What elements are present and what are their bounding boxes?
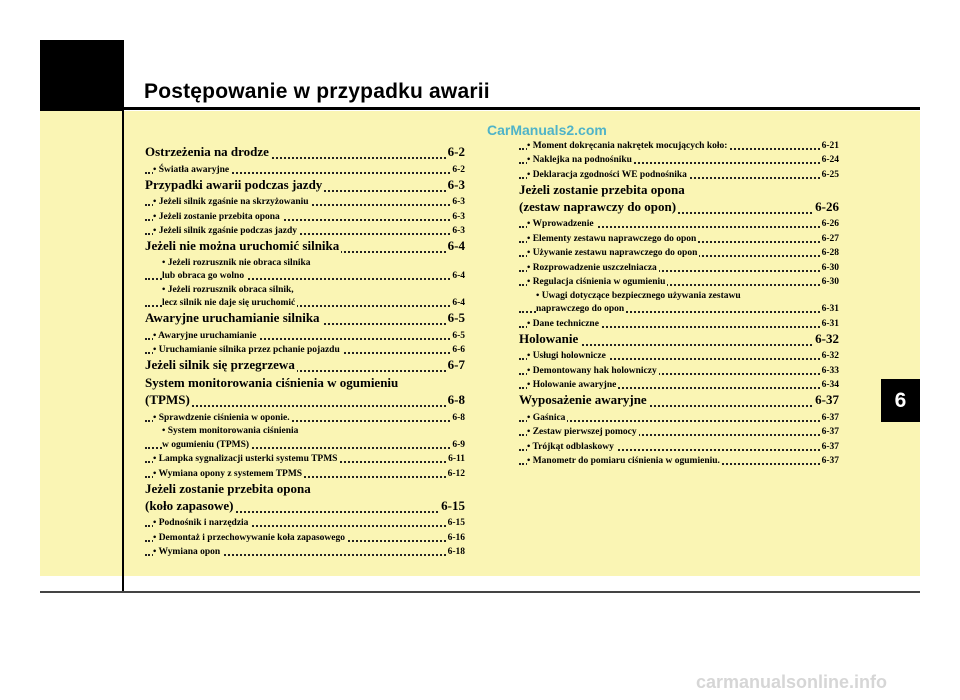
toc-page-number: 6-30 xyxy=(821,277,839,287)
toc-page-number: 6-28 xyxy=(821,248,839,258)
toc-entry[interactable] xyxy=(519,245,839,260)
toc-page-number: 6-6 xyxy=(452,345,465,355)
watermark: CarManuals2.com xyxy=(487,122,607,138)
toc-section xyxy=(145,374,465,391)
toc-page-number: 6-9 xyxy=(452,439,465,450)
toc-entry[interactable] xyxy=(145,515,465,530)
toc-section[interactable] xyxy=(145,143,465,161)
toc-page-number: 6-32 xyxy=(815,330,839,346)
toc-entry-title: • Lampka sygnalizacji usterki systemu TPMS xyxy=(153,454,338,464)
toc-page-number: 6-4 xyxy=(452,298,465,308)
toc-entry-title: • Zestaw pierwszej pomocy xyxy=(527,427,637,437)
toc-entry[interactable] xyxy=(519,424,839,439)
toc-page-number: 6-37 xyxy=(815,392,839,407)
toc-entry-title: • Moment dokręcania nakrętek mocujących koło: xyxy=(527,140,728,151)
toc-entry-title: Ostrzeżenia na drodze xyxy=(145,144,269,159)
chapter-tab[interactable]: 6 xyxy=(881,379,920,422)
toc-page-number: 6-8 xyxy=(447,392,465,407)
toc-entry[interactable] xyxy=(519,259,839,274)
toc-entry-title: • Rozprowadzenie uszczelniacza xyxy=(527,262,657,273)
toc-entry-title: • Holowanie awaryjne xyxy=(527,380,617,390)
toc-entry-title: • Regulacja ciśnienia w ogumieniu xyxy=(527,277,666,287)
toc-entry[interactable] xyxy=(519,230,839,245)
toc-entry[interactable] xyxy=(145,223,465,238)
toc-entry[interactable] xyxy=(145,342,465,357)
toc-entry-title: lub obraca go wolno xyxy=(162,271,245,281)
header-rule xyxy=(40,107,920,110)
toc-page-number: 6-3 xyxy=(447,176,465,192)
toc-right-column xyxy=(519,137,839,467)
toc-entry[interactable] xyxy=(519,137,839,152)
toc-entry-title: • Jeżeli zostanie przebita opona xyxy=(153,211,280,222)
toc-page-number: 6-2 xyxy=(452,164,465,175)
toc-entry[interactable] xyxy=(145,161,465,176)
footer-rule xyxy=(40,591,920,593)
toc-section[interactable] xyxy=(519,198,839,216)
toc-entry-title: • Podnośnik i narzędzia xyxy=(153,518,249,528)
toc-page-number: 6-5 xyxy=(447,310,465,325)
toc-entry-title: • Dane techniczne xyxy=(527,318,599,329)
toc-entry-title: naprawczego do opon xyxy=(536,304,625,314)
toc-section[interactable] xyxy=(145,356,465,374)
toc-entry-title: Jeżeli nie można uruchomić silnika xyxy=(145,238,340,253)
toc-page-number: 6-31 xyxy=(821,318,839,329)
toc-page-number: 6-16 xyxy=(447,532,465,543)
toc-entry[interactable] xyxy=(519,152,839,167)
toc-section xyxy=(519,181,839,198)
toc-entry-title: Jeżeli zostanie przebita opona xyxy=(519,181,685,197)
toc-entry-title: w ogumieniu (TPMS) xyxy=(162,439,250,450)
toc-page-number: 6-3 xyxy=(452,226,465,236)
toc-entry[interactable] xyxy=(519,274,839,289)
toc-page-number: 6-30 xyxy=(821,262,839,273)
toc-page-number: 6-7 xyxy=(447,357,465,372)
toc-entry-title: Holowanie xyxy=(519,330,579,346)
toc-entry-title: System monitorowania ciśnienia w ogumieniu xyxy=(145,375,399,390)
toc-entry-title: • Światła awaryjne xyxy=(153,164,230,175)
toc-entry-title: lecz silnik nie daje się uruchomić xyxy=(162,298,296,308)
toc-entry[interactable] xyxy=(519,315,839,330)
toc-page-number: 6-37 xyxy=(821,412,839,423)
toc-entry-title: Awaryjne uruchamianie silnika xyxy=(145,310,320,325)
toc-section[interactable] xyxy=(519,330,839,348)
toc-page-number: 6-25 xyxy=(821,169,839,180)
toc-page-number: 6-5 xyxy=(452,330,465,341)
toc-entry-title: • Wymiana opon xyxy=(153,547,221,557)
toc-page-number: 6-32 xyxy=(821,351,839,361)
toc-entry[interactable] xyxy=(145,409,465,424)
toc-page-number: 6-12 xyxy=(447,468,465,479)
toc-entry[interactable] xyxy=(519,362,839,377)
toc-section[interactable] xyxy=(145,497,465,515)
toc-entry-title: • Uwagi dotyczące bezpiecznego używania zestawu xyxy=(536,290,741,301)
toc-page-number: 6-3 xyxy=(452,211,465,222)
toc-entry[interactable] xyxy=(519,301,839,316)
toc-page-number: 6-4 xyxy=(452,271,465,281)
toc-entry-title: • Sprawdzenie ciśnienia w oponie. xyxy=(153,412,290,423)
toc-entry-title: • Uruchamianie silnika przez pchanie pojazdu xyxy=(153,345,340,355)
toc-entry-title: • Awaryjne uruchamianie xyxy=(153,330,257,341)
toc-entry xyxy=(519,288,839,301)
toc-entry-title: (TPMS) xyxy=(145,392,190,407)
toc-left-column xyxy=(145,143,465,558)
toc-page-number: 6-31 xyxy=(821,304,839,314)
toc-entry-title: • Wprowadzenie xyxy=(527,219,594,229)
page-title: Postępowanie w przypadku awarii xyxy=(144,80,490,103)
toc-entry[interactable] xyxy=(145,295,465,310)
toc-entry-title: • Wymiana opony z systemem TPMS xyxy=(153,468,303,479)
toc-entry[interactable] xyxy=(145,529,465,544)
toc-entry[interactable] xyxy=(145,544,465,559)
toc-page-number: 6-26 xyxy=(815,198,839,214)
toc-entry xyxy=(145,282,465,295)
dot-leader xyxy=(145,405,465,407)
toc-entry-title: • Gaśnica xyxy=(527,412,566,423)
toc-section[interactable] xyxy=(145,237,465,255)
toc-page-number: 6-2 xyxy=(447,144,465,159)
toc-entry-title: Jeżeli zostanie przebita opona xyxy=(145,480,311,496)
toc-page-number: 6-8 xyxy=(452,412,465,423)
toc-entry[interactable] xyxy=(519,166,839,181)
toc-page-number: 6-24 xyxy=(821,155,839,165)
toc-entry[interactable] xyxy=(519,409,839,424)
toc-entry-title: Przypadki awarii podczas jazdy xyxy=(145,176,323,192)
toc-entry xyxy=(145,424,465,437)
toc-entry-title: • Jeżeli rozrusznik nie obraca silnika xyxy=(162,257,311,268)
toc-entry[interactable] xyxy=(519,438,839,453)
toc-page-number: 6-34 xyxy=(821,380,839,390)
toc-page-number: 6-37 xyxy=(821,441,839,452)
toc-page-number: 6-15 xyxy=(441,497,465,513)
toc-entry[interactable] xyxy=(519,453,839,468)
toc-entry-title: • Demontaż i przechowywanie koła zapasowego xyxy=(153,532,345,543)
toc-entry[interactable] xyxy=(519,348,839,363)
toc-page-number: 6-33 xyxy=(821,365,839,376)
toc-entry[interactable] xyxy=(145,208,465,223)
toc-page-number: 6-27 xyxy=(821,233,839,244)
toc-page-number: 6-21 xyxy=(821,140,839,151)
toc-entry-title: Jeżeli silnik się przegrzewa xyxy=(145,357,295,372)
toc-entry[interactable] xyxy=(145,268,465,283)
toc-entry-title: • Usługi holownicze xyxy=(527,351,606,361)
toc-entry[interactable] xyxy=(145,327,465,342)
toc-page-number: 6-18 xyxy=(447,547,465,557)
toc-page-number: 6-3 xyxy=(452,197,465,207)
side-rule xyxy=(122,111,124,591)
header-black-block xyxy=(40,40,124,117)
toc-section[interactable] xyxy=(145,309,465,327)
toc-section[interactable] xyxy=(145,176,465,194)
toc-entry-title: (koło zapasowe) xyxy=(145,497,234,513)
toc-section[interactable] xyxy=(145,391,465,409)
toc-page-number: 6-15 xyxy=(447,518,465,528)
toc-section[interactable] xyxy=(519,391,839,409)
toc-page-number: 6-4 xyxy=(447,238,465,253)
toc-page-number: 6-26 xyxy=(821,219,839,229)
toc-entry[interactable] xyxy=(145,465,465,480)
toc-entry-title: • Trójkąt odblaskowy xyxy=(527,441,614,452)
toc-entry-title: • Manometr do pomiaru ciśnienia w ogumieniu. xyxy=(527,456,720,466)
toc-entry-title: • Naklejka na podnośniku xyxy=(527,155,632,165)
toc-entry[interactable] xyxy=(519,377,839,392)
toc-entry-title: • System monitorowania ciśnienia xyxy=(162,426,299,436)
toc-entry-title: • Jeżeli silnik zgaśnie podczas jazdy xyxy=(153,226,297,236)
toc-entry[interactable] xyxy=(145,451,465,466)
toc-entry-title: Wyposażenie awaryjne xyxy=(519,392,647,407)
toc-entry-title: • Elementy zestawu naprawczego do opon xyxy=(527,233,697,244)
toc-page-number: 6-11 xyxy=(448,454,465,464)
toc-entry[interactable] xyxy=(145,436,465,451)
toc-entry-title: • Demontowany hak holowniczy xyxy=(527,365,657,376)
toc-page-number: 6-37 xyxy=(821,427,839,437)
toc-entry-title: • Jeżeli rozrusznik obraca silnik, xyxy=(162,284,294,295)
toc-entry-title: (zestaw naprawczy do opon) xyxy=(519,198,677,214)
toc-entry[interactable] xyxy=(145,194,465,209)
footer-watermark: carmanualsonline.info xyxy=(696,672,888,692)
toc-entry-title: • Używanie zestawu naprawczego do opon xyxy=(527,248,698,258)
toc-page-number: 6-37 xyxy=(821,456,839,466)
toc-section xyxy=(145,480,465,497)
toc-entry xyxy=(145,255,465,268)
toc-entry[interactable] xyxy=(519,216,839,231)
toc-entry-title: • Jeżeli silnik zgaśnie na skrzyżowaniu xyxy=(153,197,309,207)
toc-entry-title: • Deklaracja zgodności WE podnośnika xyxy=(527,169,687,180)
